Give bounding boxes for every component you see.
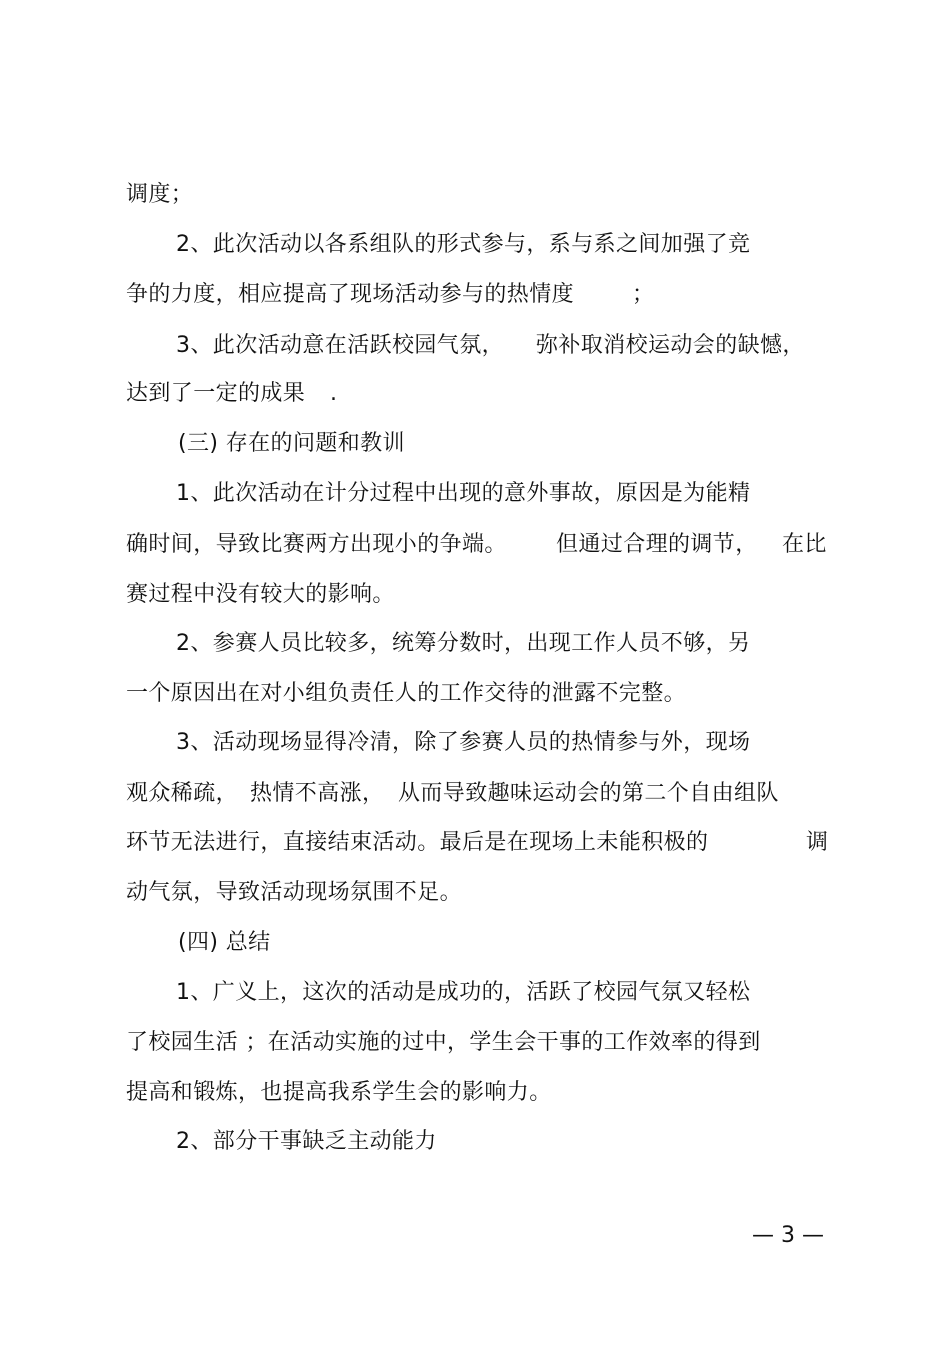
text-line: 热情不高涨， [250, 781, 385, 806]
text-line: 弥补取消校运动会的缺憾， [536, 333, 805, 358]
text-line: 但通过合理的调节， [556, 532, 758, 557]
text-line: 2、此次活动以各系组队的形式参与，系与系之间加强了竞 [176, 232, 751, 257]
text-line: 调 [806, 830, 829, 855]
text-line: 提高和锻炼，也提高我系学生会的影响力。 [126, 1080, 552, 1105]
text-line: 赛过程中没有较大的影响。 [126, 582, 395, 607]
text-line: 一个原因出在对小组负责任人的工作交待的泄露不完整。 [126, 681, 687, 706]
text-line: 动气氛，导致活动现场氛围不足。 [126, 880, 463, 905]
text-line: 在比 [782, 532, 827, 557]
text-line: 从而导致趣味运动会的第二个自由组队 [398, 781, 779, 806]
text-line: 达到了一定的成果 [126, 381, 306, 406]
text-line: 3、活动现场显得冷清，除了参赛人员的热情参与外，现场 [176, 730, 751, 755]
text-line: ； [632, 282, 655, 307]
text-line: 2、参赛人员比较多，统筹分数时，出现工作人员不够，另 [176, 631, 751, 656]
text-line: 环节无法进行，直接结束活动。最后是在现场上未能积极的 [126, 830, 709, 855]
page-number: — 3 — [752, 1223, 824, 1248]
section-heading: (三) 存在的问题和教训 [178, 431, 405, 456]
text-line: 争的力度，相应提高了现场活动参与的热情度 [126, 282, 575, 307]
text-line: 1、此次活动在计分过程中出现的意外事故，原因是为能精 [176, 481, 751, 506]
text-line: 3、此次活动意在活跃校园气氛， [176, 333, 504, 358]
text-line: . [330, 381, 338, 406]
section-heading: (四) 总结 [178, 930, 271, 955]
text-line: 调度； [126, 182, 194, 207]
text-line: 1、广义上，这次的活动是成功的，活跃了校园气氛又轻松 [176, 980, 751, 1005]
text-line: 观众稀疏， [126, 781, 239, 806]
text-line: 确时间，导致比赛两方出现小的争端。 [126, 532, 507, 557]
text-line: 了校园生活 ；在活动实施的过中，学生会干事的工作效率的得到 [126, 1030, 761, 1055]
text-line: 2、部分干事缺乏主动能力 [176, 1129, 437, 1154]
